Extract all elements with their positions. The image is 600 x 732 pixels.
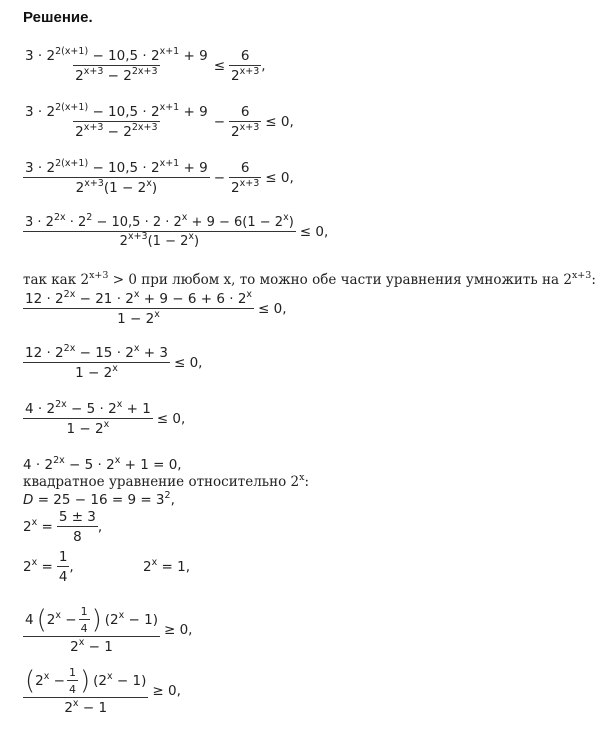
roots-formula: $2^x$ = $\frac{5 \pm 3}{8}$ , (23, 509, 103, 545)
step-8: 4 ( $2^x$ − $\frac{1}{4}$ ) $(2^x - 1)$ $2^x - 1$ ≥ 0, (25, 605, 193, 655)
step-6: $\frac{12 \cdot 2^{2x} - 15 \cdot 2^x + 3}{1 - 2^x}$ ≤ 0, (25, 343, 203, 381)
step-7: $\frac{4 \cdot 2^{2x} - 5 \cdot 2^x + 1}{1 - 2^x}$ ≤ 0, (25, 399, 186, 437)
fraction: $\frac{3 \cdot 2^{2(x+1)} - 10,5 \cdot 2^{x+1} + 9}{2^{x+3} - 2^{2x+3}}$ (25, 46, 208, 84)
root-1: $2^x$ = $\frac{1}{4}$ , (23, 549, 74, 585)
discriminant: $D = 25 - 16 = 9 = 3^2$, (23, 490, 175, 508)
quadratic-equation: $4 \cdot 2^{2x} - 5 \cdot 2^x + 1 = 0$, (23, 455, 182, 473)
solution-heading: Решение. (23, 9, 93, 26)
step-9: ( $2^x$ − $\frac{1}{4}$ ) $(2^x - 1)$ $2^x - 1$ ≥ 0, (25, 666, 181, 716)
step-4: $\frac{3 \cdot 2^{2x} \cdot 2^2 - 10,5 \cdot 2 \cdot 2^x + 9 - 6(1 - 2^x)}{2^{x+3}(1 - 2^x)}$ ≤ 0, (25, 212, 329, 249)
root-2: $2^x = 1$, (143, 557, 190, 575)
step-1: $\frac{3 \cdot 2^{2(x+1)} - 10,5 \cdot 2^{x+1} + 9}{2^{x+3} - 2^{2x+3}}$ ≤ $\frac{6}{2^{x+3}}$ , (25, 46, 266, 84)
quadratic-note: квадратное уравнение относительно 2$^x$: (23, 472, 310, 490)
step-3: $\frac{3 \cdot 2^{2(x+1)} - 10,5 \cdot 2^{x+1} + 9}{2^{x+3}(1 - 2^x)}$ − $\frac{6}{2^{x+3}}$ ≤ 0, (25, 158, 294, 196)
step-2: $\frac{3 \cdot 2^{2(x+1)} - 10,5 \cdot 2^{x+1} + 9}{2^{x+3} - 2^{2x+3}}$ − $\frac{6}{2^{x+3}}$ ≤ 0, (25, 102, 294, 140)
step-5: $\frac{12 \cdot 2^{2x} - 21 \cdot 2^x + 9 - 6 + 6 \cdot 2^x}{1 - 2^x}$ ≤ 0, (25, 289, 287, 327)
fraction-rhs: $\frac{6}{2^{x+3}}$ (231, 48, 260, 84)
note-multiply: так как $2^{x+3} > 0$ при любом x, то можно обе части уравнения умножить на $2^{x+3}$: (23, 270, 596, 288)
